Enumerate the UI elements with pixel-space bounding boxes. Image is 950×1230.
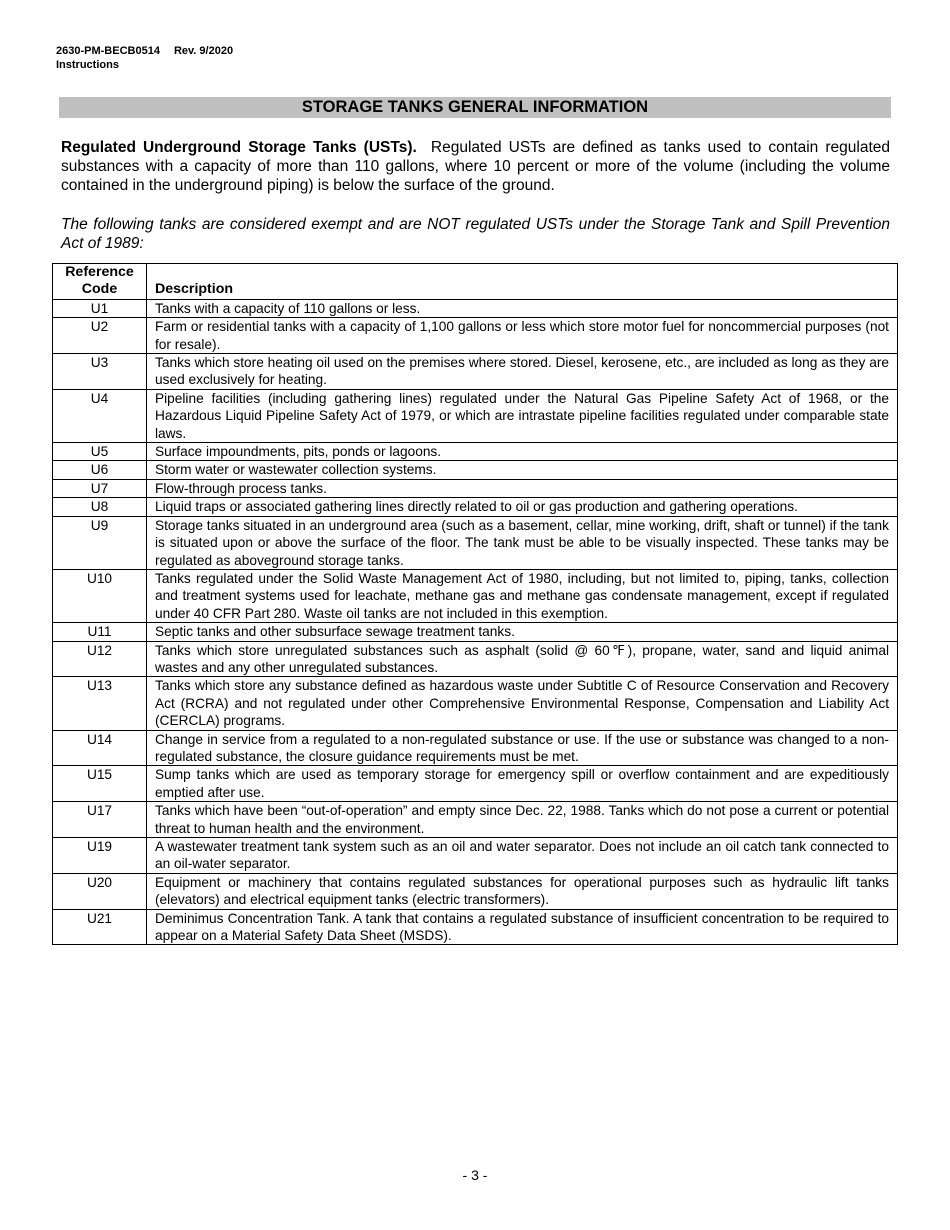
description-cell: Tanks regulated under the Solid Waste Management Act of 1980, including, but not limited to, piping, tanks, collection and treatment systems used for leachate, methane gas and methane gas condensate management, except if regulated under 40 CFR Part 280. Waste oil tanks are not included in this exemption.: [147, 569, 898, 622]
description-cell: Pipeline facilities (including gathering lines) regulated under the Natural Gas Pipeline Safety Act of 1968, or the Hazardous Liquid Pipeline Safety Act of 1979, or which are intrastate pipeline facilities regulated under comparable state laws.: [147, 389, 898, 442]
table-row: [53, 461, 898, 479]
table-row: [53, 766, 898, 802]
reference-code-cell: U6: [53, 461, 147, 479]
reference-code-cell: U7: [53, 479, 147, 497]
table-row: [53, 677, 898, 730]
reference-code-cell: U1: [53, 299, 147, 317]
table-row: [53, 802, 898, 838]
table-row: [53, 838, 898, 874]
description-cell: Tanks which store any substance defined as hazardous waste under Subtitle C of Resource Conservation and Recovery Act (RCRA) and not regulated under other Comprehensive Environmental Response, Compensation and Liability Act (CERCLA) programs.: [147, 677, 898, 730]
table-row: [53, 479, 898, 497]
section-title: STORAGE TANKS GENERAL INFORMATION: [59, 97, 891, 118]
reference-code-cell: U15: [53, 766, 147, 802]
exempt-tanks-table: [52, 263, 898, 945]
form-number-line: [56, 44, 233, 58]
reference-code-cell: U8: [53, 498, 147, 516]
reference-code-cell: U13: [53, 677, 147, 730]
reference-code-cell: U21: [53, 909, 147, 945]
description-cell: Tanks which store heating oil used on the premises where stored. Diesel, kerosene, etc., are included as long as they are used exclusively for heating.: [147, 354, 898, 390]
table-row: [53, 498, 898, 516]
description-cell: Liquid traps or associated gathering lines directly related to oil or gas production and gathering operations.: [147, 498, 898, 516]
description-cell: Farm or residential tanks with a capacity of 1,100 gallons or less which store motor fuel for noncommercial purposes (not for resale).: [147, 318, 898, 354]
description-cell: Sump tanks which are used as temporary storage for emergency spill or overflow containment and are expeditiously emptied after use.: [147, 766, 898, 802]
table-row: [53, 730, 898, 766]
document-identifier: [56, 44, 233, 72]
description-cell: Equipment or machinery that contains regulated substances for operational purposes such as hydraulic lift tanks (elevators) and electrical equipment tanks (electric transformers).: [147, 873, 898, 909]
intro-text: Regulated USTs are defined as tanks used to contain regulated substances with a capacity of more than 110 gallons, where 10 percent or more of the volume (including the volume contained in the underground piping) is below the surface of the ground.: [61, 139, 890, 194]
description-cell: Surface impoundments, pits, ponds or lagoons.: [147, 443, 898, 461]
description-cell: Change in service from a regulated to a non-regulated substance or use. If the use or substance was changed to a non-regulated substance, the closure guidance requirements must be met.: [147, 730, 898, 766]
reference-code-cell: U5: [53, 443, 147, 461]
reference-code-cell: U3: [53, 354, 147, 390]
description-cell: Tanks which store unregulated substances such as asphalt (solid @ 60℉), propane, water, sand and liquid animal wastes and any other unregulated substances.: [147, 641, 898, 677]
page-number: - 3 -: [462, 1167, 488, 1183]
description-cell: Septic tanks and other subsurface sewage treatment tanks.: [147, 623, 898, 641]
table-header-row: [53, 264, 898, 300]
reference-code-cell: U19: [53, 838, 147, 874]
section-label: Instructions: [56, 59, 119, 71]
description-header: Description: [147, 264, 898, 300]
description-cell: Storm water or wastewater collection systems.: [147, 461, 898, 479]
reference-code-cell: U10: [53, 569, 147, 622]
reference-code-cell: U2: [53, 318, 147, 354]
table-row: [53, 873, 898, 909]
reference-header-line2: Code: [81, 281, 118, 298]
intro-paragraph: [61, 138, 890, 195]
reference-code-cell: U12: [53, 641, 147, 677]
table-row: [53, 299, 898, 317]
reference-code-cell: U17: [53, 802, 147, 838]
form-number: 2630-PM-BECB0514: [56, 45, 160, 57]
intro-lead: Regulated Underground Storage Tanks (USTs).: [61, 139, 417, 156]
revision: Rev. 9/2020: [173, 45, 234, 57]
reference-header-line1: Reference: [65, 264, 134, 280]
reference-code-header: [53, 264, 147, 300]
table-row: [53, 623, 898, 641]
reference-code-cell: U11: [53, 623, 147, 641]
reference-code-cell: U4: [53, 389, 147, 442]
table-row: [53, 909, 898, 945]
description-cell: Tanks which have been “out-of-operation” and empty since Dec. 22, 1988. Tanks which do not pose a current or potential threat to human health and the environment.: [147, 802, 898, 838]
description-cell: A wastewater treatment tank system such as an oil and water separator. Does not include an oil catch tank connected to an oil-water separator.: [147, 838, 898, 874]
table-row: [53, 443, 898, 461]
description-cell: Storage tanks situated in an underground area (such as a basement, cellar, mine working, drift, shaft or tunnel) if the tank is situated upon or above the surface of the floor. The tank must be able to be visually inspected. These tanks may be regulated as aboveground storage tanks.: [147, 516, 898, 569]
description-cell: Deminimus Concentration Tank. A tank that contains a regulated substance of insufficient concentration to be required to appear on a Material Safety Data Sheet (MSDS).: [147, 909, 898, 945]
description-cell: Flow-through process tanks.: [147, 479, 898, 497]
reference-code-cell: U14: [53, 730, 147, 766]
table-row: [53, 389, 898, 442]
table-row: [53, 318, 898, 354]
reference-code-cell: U20: [53, 873, 147, 909]
table-row: [53, 569, 898, 622]
exempt-statement: The following tanks are considered exempt and are NOT regulated USTs under the Storage Tank and Spill Prevention Act of 1989:: [61, 216, 890, 252]
table-row: [53, 354, 898, 390]
description-cell: Tanks with a capacity of 110 gallons or less.: [147, 299, 898, 317]
table-row: [53, 641, 898, 677]
reference-code-cell: U9: [53, 516, 147, 569]
table-row: [53, 516, 898, 569]
